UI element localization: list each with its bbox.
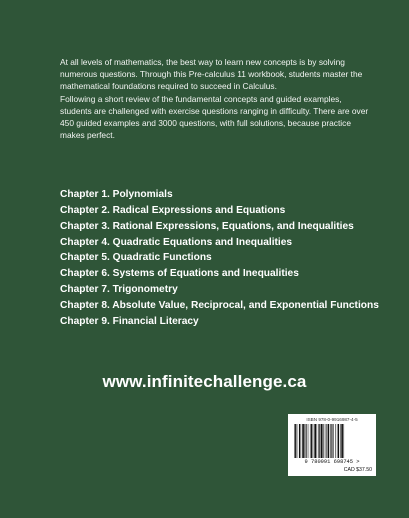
barcode-icon	[294, 424, 370, 458]
isbn-number: ISBN 978-0-9916987-4-5	[306, 417, 358, 422]
chapter-item: Chapter 3. Rational Expressions, Equations, and Inequalities	[60, 220, 354, 232]
chapter-item: Chapter 8. Absolute Value, Reciprocal, and Exponential Functions	[60, 299, 379, 311]
price-label: CAD $37.50	[343, 467, 372, 473]
chapter-item: Chapter 1. Polynomials	[60, 189, 173, 200]
chapter-item: Chapter 4. Quadratic Equations and Inequalities	[60, 236, 293, 248]
isbn-barcode	[288, 414, 376, 476]
description-paragraph-1: At all levels of mathematics, the best way to learn new concepts is by solving numerous questions. Through this Pre-calculus 11 workbook, students master the mathematical foundations required to succeed in Calculus.	[60, 57, 363, 92]
chapter-item: Chapter 2. Radical Expressions and Equations	[60, 204, 286, 216]
chapter-list	[60, 187, 380, 330]
chapter-item: Chapter 9. Financial Literacy	[60, 315, 199, 327]
chapter-item: Chapter 6. Systems of Equations and Inequalities	[60, 268, 299, 280]
book-description	[60, 56, 370, 141]
chapter-item: Chapter 7. Trigonometry	[60, 284, 178, 296]
website-url: www.infinitechallenge.ca	[102, 372, 307, 391]
chapter-item: Chapter 5. Quadratic Functions	[60, 252, 212, 264]
description-paragraph-2: Following a short review of the fundamental concepts and guided examples, students are challenged with exercise questions ranging in difficulty. There are over 450 guided examples and 3000 questions, with full solutions, because practice makes perfect.	[60, 93, 369, 141]
barcode-digits: 9 780991 698745 >	[304, 459, 360, 465]
